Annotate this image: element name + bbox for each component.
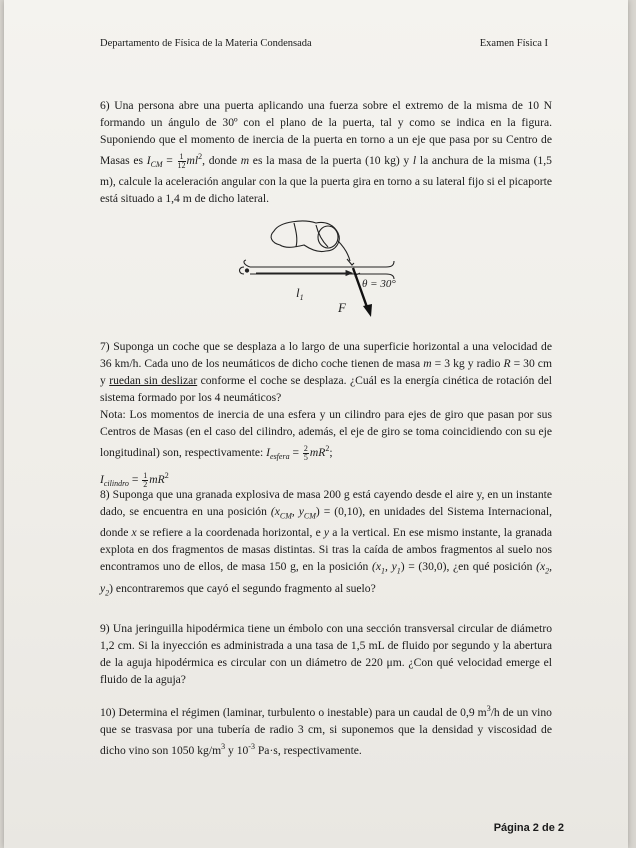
- q8-pos1-s2: 1: [396, 566, 401, 576]
- q8-pos2-open: (x: [536, 560, 546, 574]
- q10-text-d: Pa·s, respectivamente.: [254, 743, 362, 757]
- q7-esfera-frac: [303, 445, 309, 462]
- q8-pos1-end: ) = (30,0): [400, 560, 447, 574]
- question-7: 7) Suponga un coche que se desplaza a lo largo de una superficie horizontal a una velocidad de 36 km/h. Cada uno de los neumáticos de dicho coche tienen de masa m = 3 kg y radio R = 30 cm y ruedan sin deslizar conforme el coche se desplaza. ¿Cuál es la energía cinética de rotación del sistema formado por los 4 neumáticos? Nota: Los momentos de inercia de una esfera y un cilindro para ejes de giro que pasan por sus Centros de Masas (en el caso del cilindro, además, el eje de giro se toma coincidiendo con su eje longitudinal) son, respectivamente: $I_{esfera}$ = $\frac{2}{5}$ $mR^2$; $I_{cilindro}$ = $\frac{1}{2}$ $mR^2$: [100, 340, 553, 489]
- q8-text-c: se refiere a la coordenada horizontal, e: [136, 526, 324, 540]
- q10-sup-c: -3: [248, 741, 255, 751]
- q7-text-a: 7) Suponga un coche que se desplaza a lo largo de una superficie horizontal a una velocidad de 36 km/h. Cada uno de los neumáticos de dicho coche tienen de masa: [100, 340, 552, 370]
- q6-inertia-symbol: I: [146, 153, 151, 167]
- q8-pos2-end: ): [109, 581, 114, 595]
- q8-text-f: encontraremos que cayó el segundo fragmento al suelo?: [113, 581, 376, 595]
- q10-text-c: y 10: [225, 743, 249, 757]
- q8-poscm-open: (x: [270, 505, 280, 518]
- door-figure: [234, 213, 414, 323]
- question-9: [100, 620, 552, 688]
- q8-y: y: [323, 526, 330, 540]
- q7-note: Nota: Los momentos de inercia de una esfera y un cilindro para ejes de giro que pasan por sus Centros de Masas (en el caso del cilindro, además, el eje de giro se toma coincidiendo con su eje longitudinal) son, respectivamente:: [100, 408, 552, 459]
- q6-m-symbol: m: [240, 153, 250, 167]
- q8-pos1-s1: 1: [381, 566, 386, 576]
- q6-exp: 2: [198, 152, 203, 161]
- question-10: [100, 700, 552, 759]
- q6-text-3: es la masa de la puerta (10 kg) y: [249, 153, 413, 167]
- department-name: Departamento de Física de la Materia Condensada: [100, 38, 312, 49]
- q7-cil-den: 2: [143, 479, 148, 489]
- person-drawing: [271, 221, 354, 265]
- q6-frac-den: 12: [177, 160, 186, 170]
- q6-inertia-sub: CM: [150, 160, 163, 170]
- q7-m: m: [423, 357, 432, 370]
- q8-text-e: , ¿en qué posición: [446, 560, 537, 574]
- label-F: F: [338, 300, 346, 315]
- q8-poscm-sub2: CM: [303, 511, 316, 521]
- q6-ml: ml: [186, 153, 199, 167]
- q7-cil-mR: mR: [149, 473, 165, 487]
- q6-equals: =: [162, 153, 177, 167]
- page-header: [100, 38, 548, 49]
- q8-text-a: 8) Suponga que una granada explosiva de masa 200 g está cayendo desde el aire y, en un instante dado, se encuentra en una posición: [100, 488, 552, 518]
- q7-cil-sub: cilindro: [103, 479, 129, 489]
- label-angle: θ = 30°: [362, 278, 396, 290]
- l1-arrow: [256, 271, 352, 276]
- q7-R: R: [503, 357, 511, 370]
- q8-poscm-mid: , y: [291, 505, 304, 518]
- q8-poscm-sub1: CM: [279, 511, 292, 521]
- q6-text-1: 6) Una persona abre una puerta aplicando una fuerza sobre el extremo de la misma de 10 N formando un ángulo de 30º con el plano de la puerta, tal y como se indica en la figura. Suponiendo que el momento de inercia de la puerta en torno a un eje que pasa por su Centro de Masas es: [100, 99, 552, 167]
- q7-cil-exp: 2: [164, 471, 169, 481]
- q10-sup-b: 3: [221, 741, 226, 751]
- exam-title: Examen Física I: [479, 38, 548, 49]
- page-number: Página 2 de 2: [493, 822, 564, 834]
- q8-pos2-s1: 2: [545, 566, 550, 576]
- q10-text-b: /h de un vino que se trasvasa por una tubería de radio 3 cm, si suponemos que la densidad y viscosidad de dicho vino son 1050 kg/m: [100, 705, 552, 757]
- q7-esfera-sub: esfera: [270, 452, 290, 462]
- q7-cil-I: I: [100, 473, 104, 487]
- q7-text-b: = 3 kg y radio: [431, 357, 504, 370]
- q8-pos2-mid: , y: [100, 560, 552, 595]
- q8-pos1-mid: , y: [385, 560, 397, 574]
- q10-sup-a: 3: [486, 704, 491, 713]
- q8-text-b: , en unidades del Sistema Internacional, donde: [100, 505, 552, 540]
- q8-poscm-end: ) = (0,10): [315, 505, 363, 518]
- q7-esfera-num: 2: [303, 443, 308, 453]
- q7-esfera-mR: mR: [309, 445, 326, 459]
- q8-text-d: a la vertical. En ese mismo instante, la granada explota en dos fragmentos de masas distintas. Si tras la caída de ambos fragmentos al suelo nos encontramos uno de ellos, de masa 150 g, en la posición: [100, 526, 553, 574]
- q9-text: 9) Una jeringuilla hipodérmica tiene un émbolo con una sección transversal circular de diámetro 1,2 cm. Si la inyección es administrada a una tasa de 1,5 mL de fluido por segundo y la abertura de la aguja hipodérmica es circular con un diámetro de 220 μm. ¿Con qué velocidad emerge el fluido de la aguja?: [100, 622, 552, 686]
- q7-esfera-exp: 2: [325, 444, 330, 453]
- exam-page: [4, 0, 628, 848]
- q6-text-4: la anchura de la misma (1,5 m), calcule la aceleración angular con la que la puerta gira en torno a su lateral fijo si el picaporte está situado a 1,4 m de dicho lateral.: [100, 153, 552, 206]
- q6-frac-num: 1: [179, 151, 184, 161]
- q7-text-d: conforme el coche se desplaza. ¿Cuál es la energía cinética de rotación del sistema formado por los 4 neumáticos?: [100, 374, 553, 404]
- q10-text-a: 10) Determina el régimen (laminar, turbulento o inestable) para un caudal de 0,9 m: [100, 705, 487, 719]
- q6-fraction: [178, 153, 186, 170]
- q7-esfera-den: 5: [303, 452, 308, 462]
- q7-text-c: = 30 cm y: [100, 357, 552, 387]
- door: [240, 260, 395, 279]
- q6-text-2: , donde: [202, 153, 241, 167]
- question-8: [100, 486, 552, 601]
- q8-pos2-s2: 2: [105, 587, 110, 597]
- q7-esfera-I: I: [266, 445, 271, 459]
- q7-underlined: ruedan sin deslizar: [109, 374, 198, 387]
- q7-cil-num: 1: [143, 470, 148, 480]
- q6-l-symbol: l: [412, 153, 417, 167]
- q8-pos1-open: (x: [372, 560, 382, 574]
- label-l1: $l_1$: [296, 285, 304, 302]
- q8-x: x: [131, 526, 137, 540]
- question-6: [100, 97, 552, 207]
